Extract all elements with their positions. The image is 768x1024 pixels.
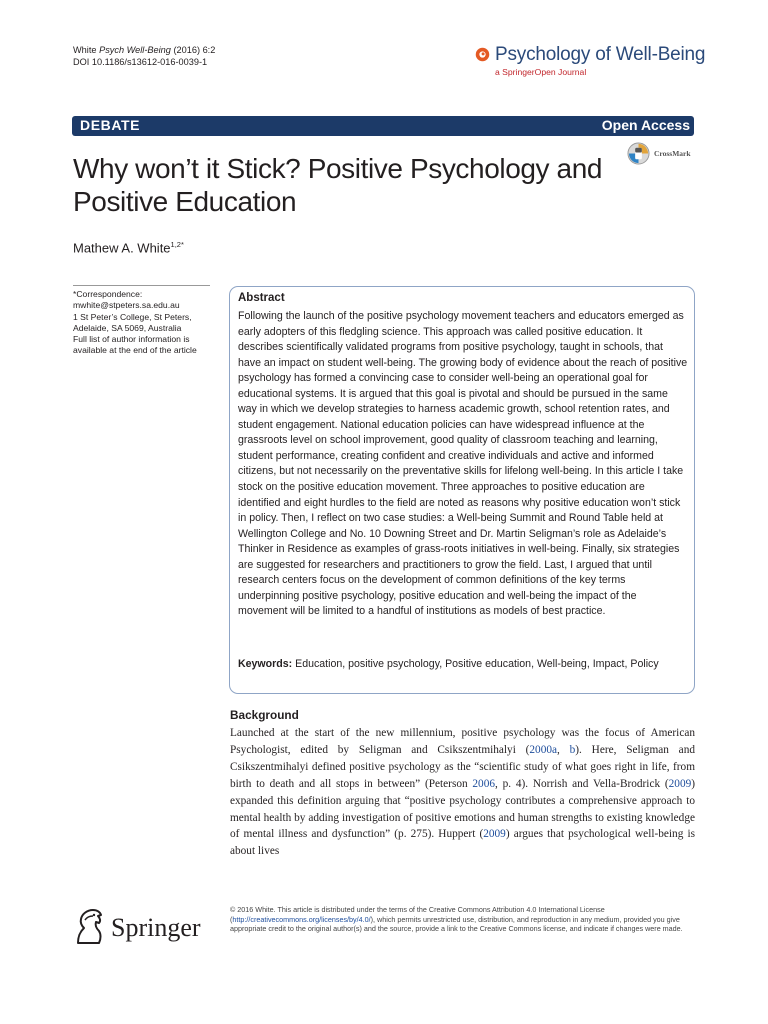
journal-logo[interactable] [475, 44, 706, 80]
body-text: ). Here, Seligman and Csikszentmihalyi defined positive psychology as the “scientific study of what goes right in life, from birth to death and all stops in between” (Peterson [230, 743, 695, 790]
keywords [238, 657, 688, 673]
springer-horse-icon [72, 907, 106, 947]
citation-journal: Psych Well-Being [99, 45, 171, 55]
section-heading-background: Background [230, 708, 299, 722]
author-info-note: Full list of author information is available at the end of the article [73, 334, 197, 356]
correspondence-label: *Correspondence: [73, 289, 143, 299]
citation-volume: (2016) 6:2 [173, 45, 216, 55]
springeropen-swirl-icon [475, 47, 490, 62]
citation-author: White [73, 45, 97, 55]
license-link[interactable]: http://creativecommons.org/licenses/by/4.0/ [232, 914, 371, 924]
crossmark-button[interactable] [627, 142, 717, 170]
article-type-bar [72, 116, 694, 136]
citation-link[interactable]: 2006 [472, 777, 495, 790]
correspondence-block [73, 289, 213, 357]
author-line[interactable] [73, 240, 184, 255]
crossmark-label: CrossMark [654, 149, 691, 158]
citation-line [73, 44, 215, 56]
article-title: Why won’t it Stick? Positive Psychology and Positive Education [73, 153, 603, 217]
abstract-box [229, 286, 695, 694]
abstract-text: Following the launch of the positive psychology movement teachers and educators emerged as early adopters of this fledgling science. This approach was called positive education. It describes scientifically validated programs from positive psychology, taught in schools, that have an impact on student well-being. The growing body of evidence about the reach of positive psychology has formed a convincing case to consider well-being an operational goal for educational systems. It is argued that this goal is pivotal and should be pursued in the same way in which we develop strategies to harness academic growth, school retention rates, and student engagement. National education policies can have widespread influence at the grassroots level on school improvement, good quality of classroom teaching and learning, student performance, creating confident and creative individuals and active and informed citizens, but not necessarily on the preventative skills for lifelong well-being. In this article I take stock on the positive education movement. Three approaches to positive education are identified and eight hurdles to the field are noted as reasons why positive education won’t stick in policy. Then, I reflect on two case studies: a Well-being Summit and Round Table held at Wellington College and No. 10 Downing Street and Dr. Martin Seligman’s role as Adelaide’s Thinker in Residence as examples of grass-roots initiatives in well-being. Finally, six strategies are suggested for researchers and practitioners to grow the field. Last, I argued that until research centers focus on the development of common definitions of the key terms underpinning positive psychology, positive education and well-being the impact of the movement will be limited to a handful of institutions as models of best practice. [238, 310, 688, 618]
license-statement-end: ), which permits unrestricted use, distribution, and reproduction in any medium, provided you give appropriate credit to the original author(s) and the source, provide a link to the Creative Commons license, and indicate if changes were made. [230, 914, 683, 934]
journal-name: Psychology of Well-Being [495, 44, 706, 65]
affiliation: 1 St Peter’s College, St Peters, Adelaide, SA 5069, Australia [73, 311, 192, 333]
citation-link[interactable]: 2009 [483, 828, 506, 841]
body-text: , p. 4). Norrish and Vella-Brodrick ( [495, 777, 669, 790]
article-type-label: DEBATE [80, 117, 141, 133]
author-name: Mathew A. White [73, 240, 171, 256]
open-access-label: Open Access [601, 117, 690, 133]
crossmark-icon [627, 142, 650, 165]
abstract-heading: Abstract [238, 292, 285, 304]
author-affiliation-sup: 1,2* [170, 240, 184, 249]
body-text: ) argues that psychological well-being is about lives [230, 828, 695, 858]
citation-link[interactable]: b [569, 743, 576, 756]
publisher-logo[interactable] [72, 907, 217, 953]
doi: DOI 10.1186/s13612-016-0039-1 [73, 57, 208, 67]
divider [73, 285, 210, 286]
body-text: , [557, 743, 570, 756]
keywords-label: Keywords: [238, 658, 293, 670]
correspondence-email[interactable]: mwhite@stpeters.sa.edu.au [73, 300, 180, 311]
citation-link[interactable]: 2000a [529, 743, 557, 756]
license-statement: © 2016 White. This article is distributed under the terms of the Creative Commons Attribution 4.0 International License ( [230, 905, 605, 924]
license-text [230, 905, 695, 934]
citation-block [73, 44, 215, 68]
citation-link[interactable]: 2009 [668, 777, 692, 790]
background-paragraph [230, 725, 695, 860]
keywords-list: Education, positive psychology, Positive education, Well-being, Impact, Policy [295, 658, 659, 670]
journal-subtitle: a SpringerOpen Journal [495, 67, 587, 77]
body-text: ) expanded this definition arguing that “positive psychology contributes a comprehensive approach to mental health by adding investigation of positive emotions and human strengths to existing knowledge of mental illness and dysfunction” (p. 275). Huppert ( [230, 777, 695, 841]
body-text: Launched at the start of the new millennium, positive psychology was the focus of American Psychologist, edited by Seligman and Csikszentmihalyi ( [230, 727, 695, 756]
publisher-name: Springer [111, 913, 201, 942]
